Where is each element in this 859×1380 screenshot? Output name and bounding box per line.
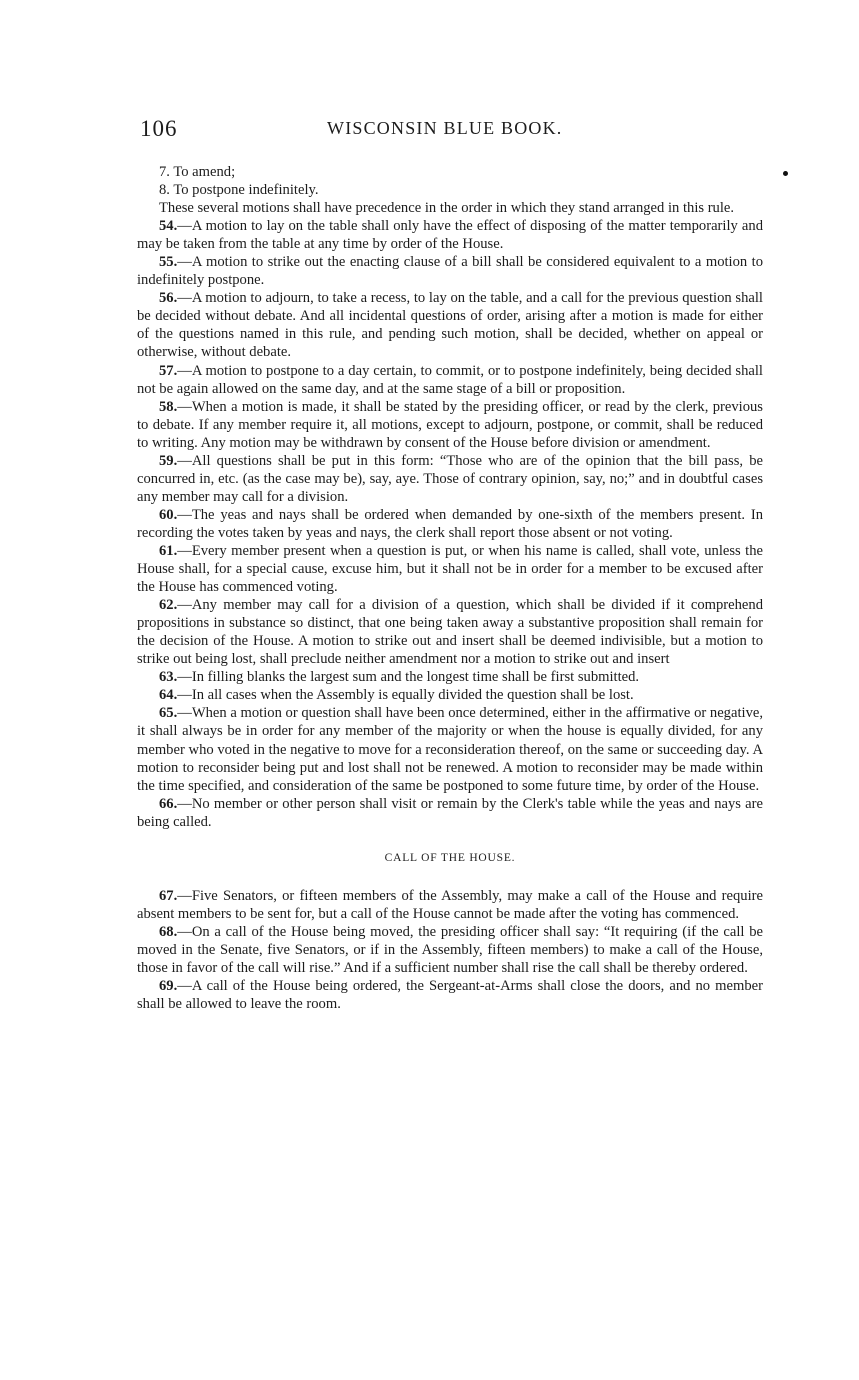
rule-55: [137, 253, 763, 289]
rule-number: 59.: [159, 452, 178, 469]
rule-number: 69.: [159, 978, 178, 995]
ink-speck-mark: [783, 171, 788, 176]
rule-text: —No member or other person shall visit or remain by the Clerk's table while the yeas and nays are being called.: [137, 795, 763, 830]
rule-text: —When a motion is made, it shall be stated by the presiding officer, or read by the clerk, previous to debate. If any member require it, all motions, except to adjourn, postpone, or commit, shall be reduced to writing. Any motion may be withdrawn by consent of the House before division or amendment.: [137, 398, 763, 451]
list-item: 7. To amend;: [159, 164, 236, 180]
rule-text: —Every member present when a question is put, or when his name is called, shall vote, unless the House shall, for a special cause, excuse him, but it shall not be in order for a member to be excused after the House has commenced voting.: [137, 542, 763, 596]
rule-text: —A motion to adjourn, to take a recess, to lay on the table, and a call for the previous question shall be decided without debate. And all incidental questions of order, arising after a motion is made for either of the questions named in this rule, and pending such motion, shall be decided, whether on appeal or otherwise, without debate.: [137, 290, 763, 361]
rule-68: [137, 923, 763, 977]
rule-number: 54.: [159, 218, 178, 235]
rule-text: —A motion to strike out the enacting clause of a bill shall be considered equivalent to a motion to indefinitely postpone.: [137, 254, 763, 289]
rule-number: 66.: [159, 795, 178, 812]
rule-number: 55.: [159, 254, 178, 271]
rule-text: —Five Senators, or fifteen members of the Assembly, may make a call of the House and require absent members to be sent for, but a call of the House cannot be made after the voting has commenced.: [137, 887, 763, 922]
rule-number: 67.: [159, 887, 178, 904]
rule-69: [137, 977, 763, 1013]
rule-54: [137, 217, 763, 253]
body-text: [137, 163, 763, 1013]
rule-64: [137, 686, 763, 704]
rule-60: [137, 506, 763, 542]
rule-57: [137, 362, 763, 398]
rule-number: 65.: [159, 705, 178, 722]
running-title: WISCONSIN BLUE BOOK.: [327, 118, 563, 138]
rule-59: [137, 452, 763, 506]
rule-number: 56.: [159, 290, 178, 307]
rule-number: 64.: [159, 687, 178, 704]
section-heading: CALL OF THE HOUSE.: [384, 851, 516, 864]
list-item: 8. To postpone indefinitely.: [159, 182, 319, 199]
rule-text: —Any member may call for a division of a question, which shall be divided if it comprehend propositions in substance so distinct, that one being taken away a substantive proposition shall remain for the decision of the House. A motion to strike out and insert shall be deemed indivisible, but a motion to strike out being lost, shall preclude neither amendment nor a motion to strike out and insert: [137, 597, 763, 668]
rule-number: 62.: [159, 597, 178, 614]
rule-56: [137, 289, 763, 361]
rule-number: 60.: [159, 506, 178, 523]
rule-number: 57.: [159, 362, 178, 379]
precedence-paragraph: These several motions shall have precedence in the order in which they stand arranged in this rule.: [159, 200, 735, 217]
rule-text: —A motion to lay on the table shall only have the effect of disposing of the matter temporarily and may be taken from the table at any time by order of the House.: [137, 218, 763, 253]
rule-text: —In all cases when the Assembly is equally divided the question shall be lost.: [177, 687, 634, 704]
rule-number: 68.: [159, 923, 178, 940]
page-header: [140, 116, 770, 146]
rule-text: —A motion to postpone to a day certain, to commit, or to postpone indefinitely, being decided shall not be again allowed on the same day, and at the same stage of a bill or proposition.: [137, 362, 763, 397]
rule-text: —The yeas and nays shall be ordered when demanded by one-sixth of the members present. In recording the votes taken by yeas and nays, the clerk shall report those absent or not voting.: [137, 506, 763, 541]
rule-66: [137, 795, 763, 831]
rule-text: —A call of the House being ordered, the Sergeant-at-Arms shall close the doors, and no member shall be allowed to leave the room.: [137, 978, 763, 1013]
rule-61: [137, 542, 763, 596]
rule-text: —When a motion or question shall have been once determined, either in the affirmative or negative, it shall always be in order for any member of the majority or when the house is equally divided, for any member who voted in the negative to move for a reconsideration thereof, on the same or succeeding day. A motion to reconsider being put and lost shall not be renewed. A motion to reconsider may be made within the time specified, and consideration of the same be postponed to some future time, by order of the House.: [137, 705, 763, 794]
rule-text: —In filling blanks the largest sum and the longest time shall be first submitted.: [177, 669, 640, 686]
page-number: 106: [140, 116, 178, 141]
rule-63: [137, 668, 763, 686]
rule-62: [137, 596, 763, 668]
rule-text: —On a call of the House being moved, the presiding officer shall say: “It requiring (if the call be moved in the Senate, five Senators, or if in the Assembly, fifteen members) to make a call of the House, those in favor of the call will rise.” And if a sufficient number shall rise the call shall be thereby ordered.: [137, 923, 763, 976]
rule-number: 61.: [159, 542, 178, 559]
rule-number: 58.: [159, 398, 178, 415]
rule-number: 63.: [159, 669, 178, 686]
rule-text: —All questions shall be put in this form: “Those who are of the opinion that the bill pass, be concurred in, etc. (as the case may be), say, aye. Those of contrary opinion, say, no;” and in doubtful cases any member may call for a division.: [137, 452, 763, 505]
rule-65: [137, 704, 763, 794]
rule-67: [137, 887, 763, 923]
rule-58: [137, 398, 763, 452]
